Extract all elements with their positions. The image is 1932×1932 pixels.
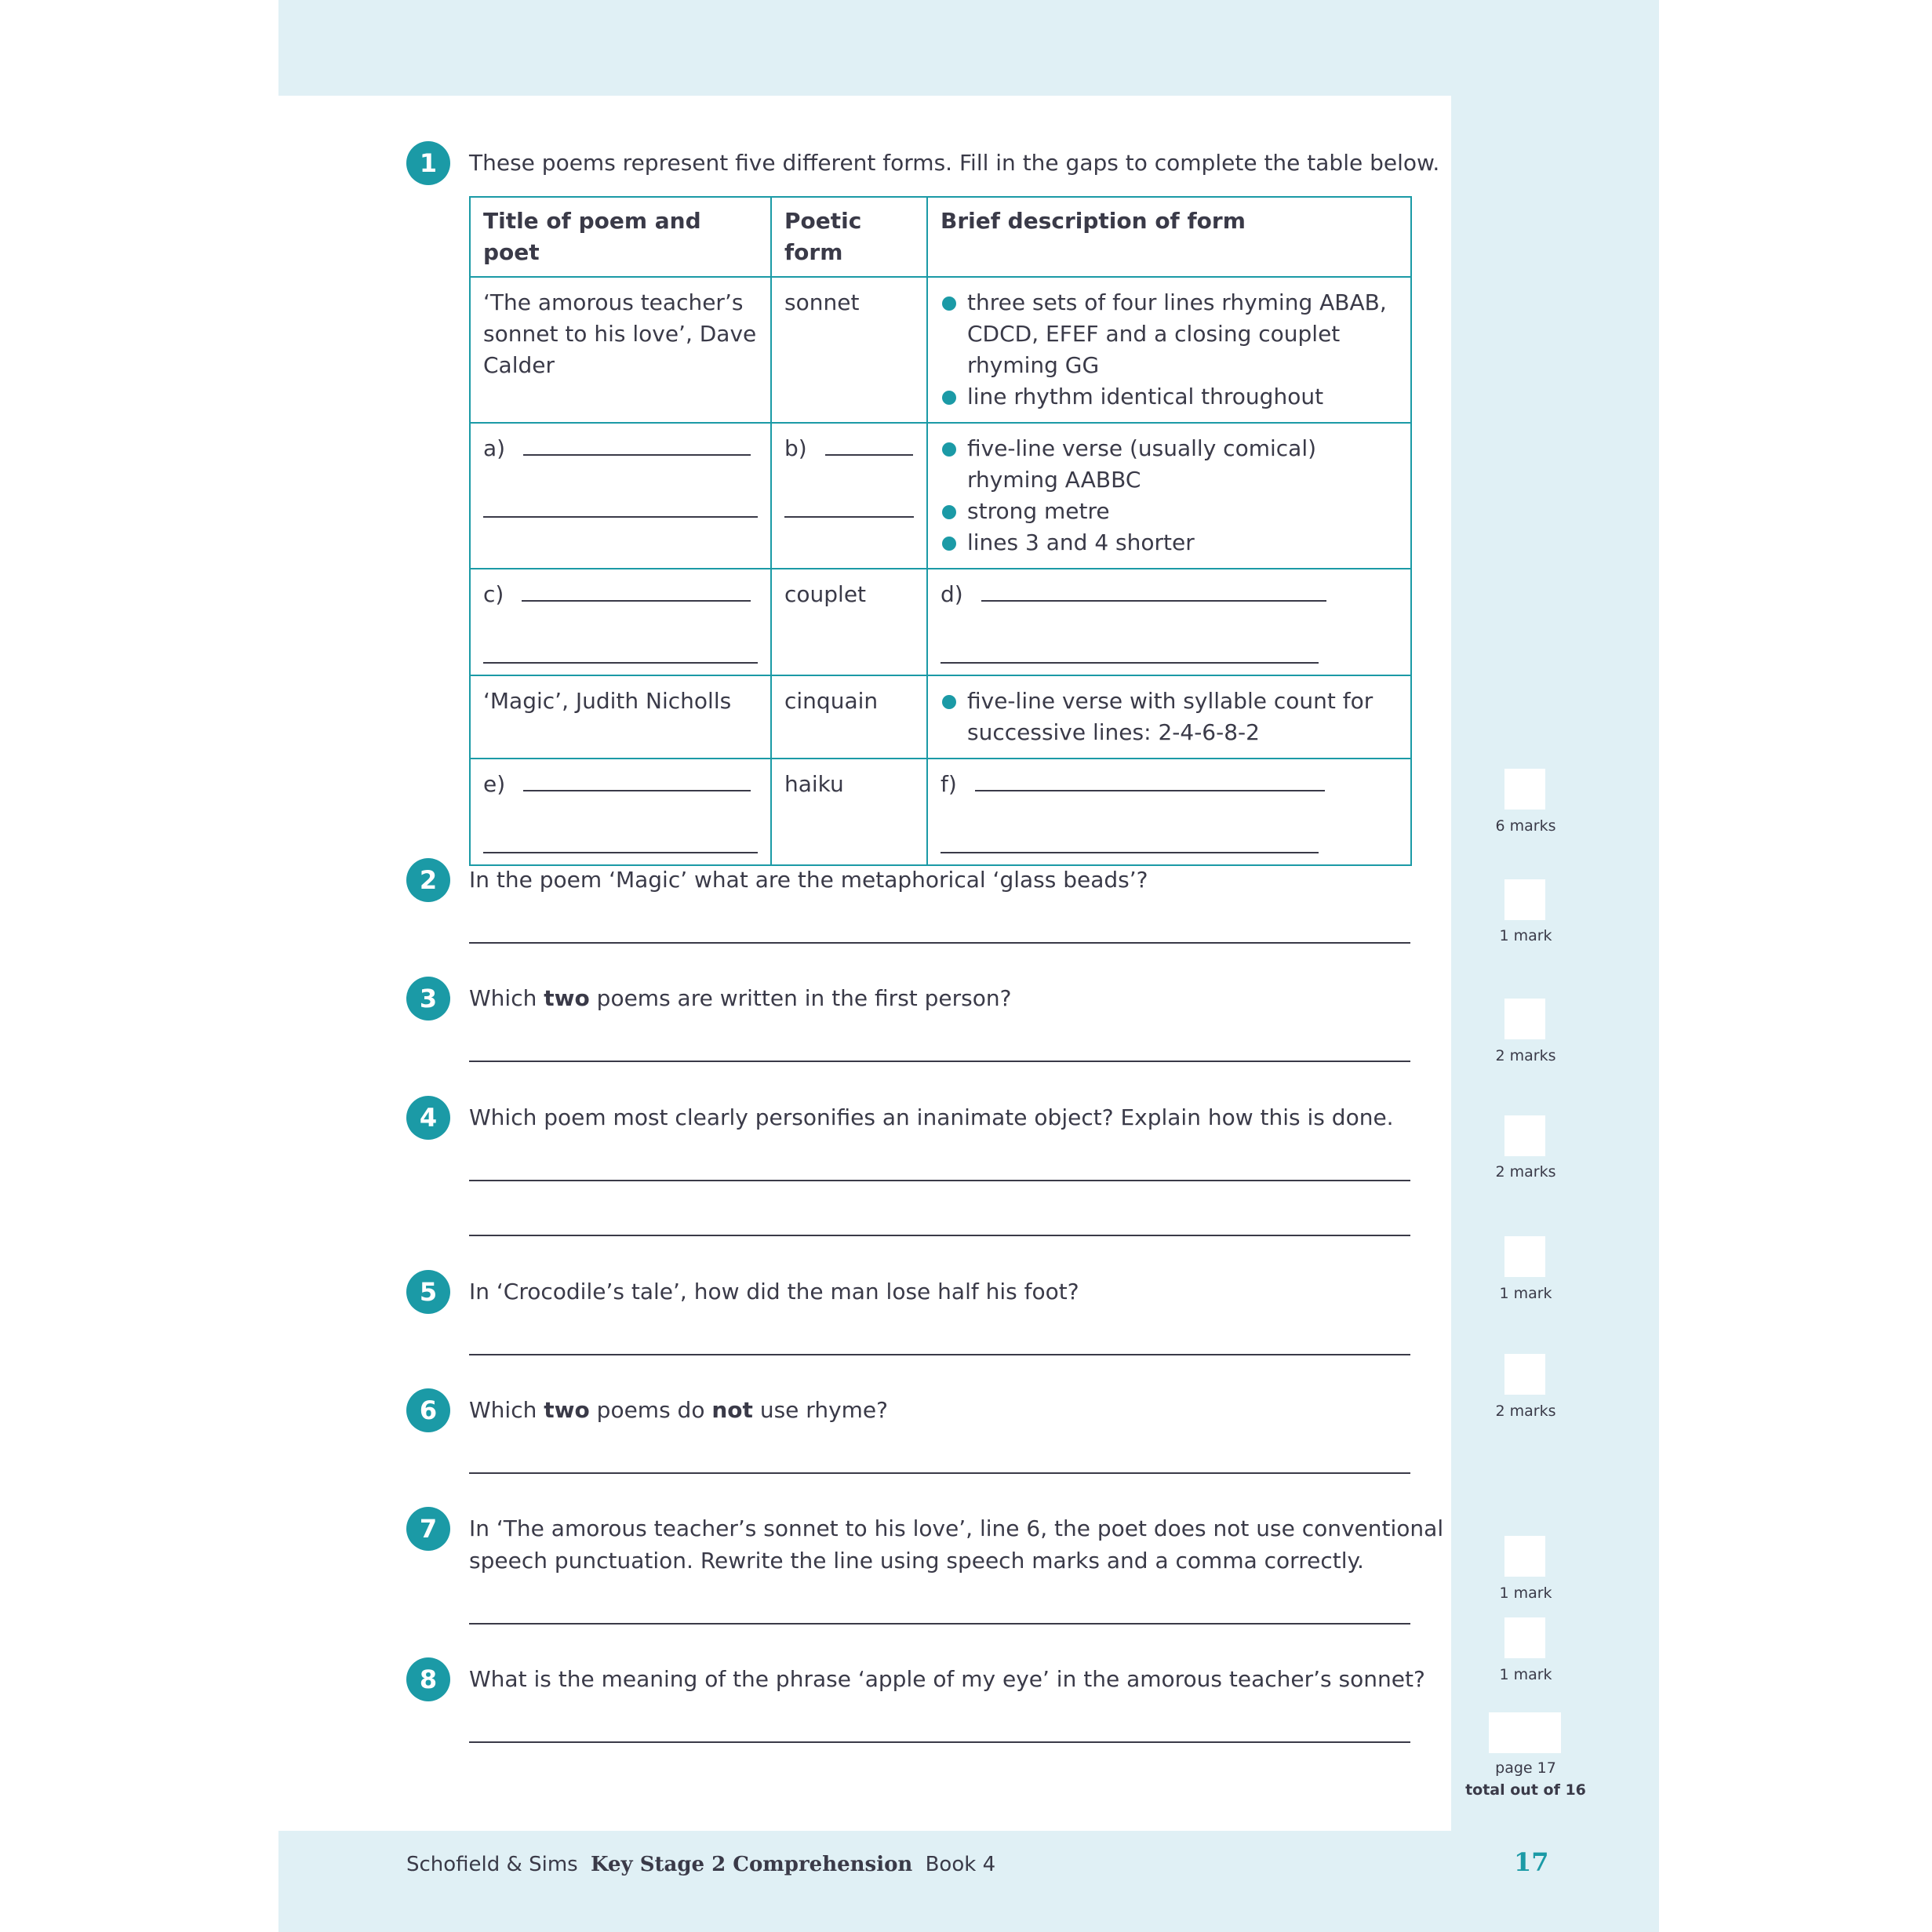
row3-title-cell bbox=[470, 569, 771, 675]
question-number-7: 7 bbox=[406, 1507, 450, 1551]
footer-series: Key Stage 2 Comprehension bbox=[590, 1853, 913, 1876]
question-5-text: In ‘Crocodile’s tale’, how did the man lose half his foot? bbox=[469, 1279, 1079, 1304]
q6-text-end: use rhyme? bbox=[752, 1397, 888, 1423]
q6-text-start: Which bbox=[469, 1397, 544, 1423]
total-out-of-label: total out of 16 bbox=[1465, 1781, 1586, 1799]
row3-form: couplet bbox=[771, 569, 927, 675]
row1-form: sonnet bbox=[771, 277, 927, 423]
question-1-text: These poems represent five different forms. Fill in the gaps to complete the table below. bbox=[469, 150, 1440, 176]
table-row bbox=[470, 423, 1411, 569]
list-item: strong metre bbox=[941, 496, 1398, 527]
mark-box-q2[interactable] bbox=[1504, 879, 1545, 920]
question-2-text: In the poem ‘Magic’ what are the metaphorical ‘glass beads’? bbox=[469, 867, 1148, 893]
footer-book: Book 4 bbox=[925, 1853, 996, 1876]
gap-label-d: d) bbox=[941, 581, 963, 607]
gap-label-a: a) bbox=[483, 435, 506, 461]
header-form: Poetic form bbox=[771, 197, 927, 277]
question-number-3: 3 bbox=[406, 977, 450, 1021]
page-number: 17 bbox=[1514, 1847, 1549, 1877]
mark-label-q8: 1 mark bbox=[1499, 1666, 1552, 1683]
q3-text-end: poems are written in the first person? bbox=[589, 985, 1012, 1011]
page-total-label: page 17 bbox=[1495, 1759, 1556, 1777]
mark-box-q8[interactable] bbox=[1504, 1617, 1545, 1658]
question-number-6: 6 bbox=[406, 1388, 450, 1432]
footer-publisher: Schofield & Sims bbox=[406, 1853, 578, 1876]
answer-line-q6[interactable] bbox=[469, 1472, 1410, 1474]
mark-box-q3[interactable] bbox=[1504, 999, 1545, 1039]
q3-text-start: Which bbox=[469, 985, 544, 1011]
mark-box-q7[interactable] bbox=[1504, 1536, 1545, 1577]
mark-box-q1[interactable] bbox=[1504, 769, 1545, 810]
answer-gap-d[interactable] bbox=[981, 580, 1326, 602]
mark-label-q5: 1 mark bbox=[1499, 1285, 1552, 1302]
mark-label-q1: 6 marks bbox=[1495, 817, 1556, 835]
q6-emphasis-1: two bbox=[544, 1397, 590, 1423]
question-number-1: 1 bbox=[406, 141, 450, 185]
answer-gap-e[interactable] bbox=[523, 770, 751, 791]
mark-label-q3: 2 marks bbox=[1495, 1047, 1556, 1064]
row2-form-cell bbox=[771, 423, 927, 569]
q6-emphasis-2: not bbox=[711, 1397, 753, 1423]
row4-description bbox=[927, 675, 1411, 759]
answer-gap-b-line2[interactable] bbox=[784, 485, 914, 518]
answer-gap-a[interactable] bbox=[523, 434, 751, 456]
row1-title: ‘The amorous teacher’s sonnet to his love’, Dave Calder bbox=[470, 277, 771, 423]
mark-label-q2: 1 mark bbox=[1499, 927, 1552, 944]
question-number-4: 4 bbox=[406, 1096, 450, 1140]
answer-line-q3[interactable] bbox=[469, 1061, 1410, 1062]
list-item: three sets of four lines rhyming ABAB, CDCD, EFEF and a closing couplet rhyming GG bbox=[941, 287, 1398, 381]
question-7-line-2: speech punctuation. Rewrite the line using speech marks and a comma correctly. bbox=[469, 1548, 1364, 1574]
mark-label-q4: 2 marks bbox=[1495, 1163, 1556, 1181]
row5-form: haiku bbox=[771, 759, 927, 865]
answer-line-q2[interactable] bbox=[469, 942, 1410, 944]
gap-label-f: f) bbox=[941, 771, 957, 797]
row2-description bbox=[927, 423, 1411, 569]
question-number-2: 2 bbox=[406, 858, 450, 902]
header-title: Title of poem and poet bbox=[470, 197, 771, 277]
gap-label-c: c) bbox=[483, 581, 504, 607]
row2-title-cell bbox=[470, 423, 771, 569]
question-6-text bbox=[469, 1394, 888, 1426]
header-description: Brief description of form bbox=[927, 197, 1411, 277]
mark-label-q7: 1 mark bbox=[1499, 1585, 1552, 1602]
answer-line-q5[interactable] bbox=[469, 1354, 1410, 1355]
answer-gap-f-line2[interactable] bbox=[941, 820, 1319, 853]
table-row bbox=[470, 569, 1411, 675]
question-7-line-1: In ‘The amorous teacher’s sonnet to his love’, line 6, the poet does not use conventional bbox=[469, 1515, 1444, 1541]
list-item: five-line verse with syllable count for successive lines: 2-4-6-8-2 bbox=[941, 686, 1398, 748]
answer-line-q4-1[interactable] bbox=[469, 1180, 1410, 1181]
row5-title-cell bbox=[470, 759, 771, 865]
answer-gap-a-line2[interactable] bbox=[483, 485, 758, 518]
answer-line-q8[interactable] bbox=[469, 1741, 1410, 1743]
q6-text-mid: poems do bbox=[589, 1397, 712, 1423]
table-row bbox=[470, 277, 1411, 423]
table-row bbox=[470, 759, 1411, 865]
answer-line-q4-2[interactable] bbox=[469, 1235, 1410, 1236]
mark-label-q6: 2 marks bbox=[1495, 1403, 1556, 1420]
page-total-box[interactable] bbox=[1489, 1712, 1561, 1753]
table-header-row bbox=[470, 197, 1411, 277]
answer-gap-d-line2[interactable] bbox=[941, 631, 1319, 664]
answer-gap-c[interactable] bbox=[522, 580, 751, 602]
question-4-text: Which poem most clearly personifies an inanimate object? Explain how this is done. bbox=[469, 1104, 1394, 1130]
footer bbox=[406, 1853, 995, 1876]
row4-form: cinquain bbox=[771, 675, 927, 759]
mark-box-q4[interactable] bbox=[1504, 1115, 1545, 1156]
answer-gap-e-line2[interactable] bbox=[483, 820, 758, 853]
mark-box-q5[interactable] bbox=[1504, 1236, 1545, 1277]
answer-gap-c-line2[interactable] bbox=[483, 631, 758, 664]
row3-description-cell bbox=[927, 569, 1411, 675]
question-8-text: What is the meaning of the phrase ‘apple of my eye’ in the amorous teacher’s sonnet? bbox=[469, 1666, 1425, 1692]
table-row bbox=[470, 675, 1411, 759]
list-item: lines 3 and 4 shorter bbox=[941, 527, 1398, 558]
row4-title: ‘Magic’, Judith Nicholls bbox=[470, 675, 771, 759]
answer-line-q7[interactable] bbox=[469, 1623, 1410, 1625]
gap-label-b: b) bbox=[784, 435, 807, 461]
list-item: five-line verse (usually comical) rhyming AABBC bbox=[941, 433, 1398, 496]
mark-box-q6[interactable] bbox=[1504, 1354, 1545, 1395]
list-item: line rhythm identical throughout bbox=[941, 381, 1398, 413]
question-number-5: 5 bbox=[406, 1270, 450, 1314]
question-3-text bbox=[469, 982, 1012, 1014]
question-number-8: 8 bbox=[406, 1657, 450, 1701]
q3-emphasis: two bbox=[544, 985, 590, 1011]
gap-label-e: e) bbox=[483, 771, 506, 797]
answer-gap-f[interactable] bbox=[975, 770, 1325, 791]
poetic-forms-table bbox=[469, 196, 1412, 866]
answer-gap-b[interactable] bbox=[825, 434, 913, 456]
row5-description-cell bbox=[927, 759, 1411, 865]
row1-description bbox=[927, 277, 1411, 423]
